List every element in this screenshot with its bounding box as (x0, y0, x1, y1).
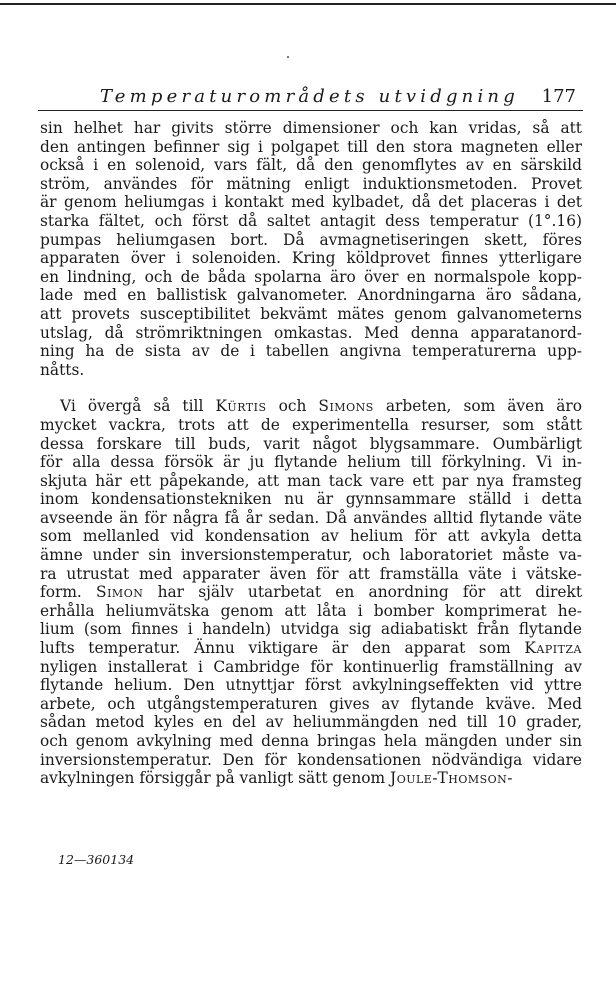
body-text (40, 119, 582, 788)
text-line: en lindning, och de båda spolarna äro över en normalspole kopp- (40, 267, 582, 286)
running-title: Temperaturområdets utvidgning (100, 86, 519, 107)
text-line: starka fältet, och först då saltet antagit dess temperatur (1°.16) (40, 211, 582, 230)
text-line: utslag, då strömriktningen omkastas. Med denna apparatanord- (40, 323, 582, 342)
text-line: arbete, och utgångstemperaturen gives av flytande kväve. Med (40, 694, 582, 713)
text-line: avkylningen försiggår på vanligt sätt genom Joule-Thomson- (40, 769, 514, 788)
text-line: nyligen installerat i Cambridge för kontinuerlig framställning av (40, 657, 582, 676)
text-line: ström, användes för mätning enligt induktionsmetoden. Provet (40, 174, 582, 193)
text-line: sådan metod kyles en del av heliummängden ned till 10 grader, (40, 713, 582, 732)
text-line: pumpas heliumgasen bort. Då avmagnetiseringen skett, föres (40, 230, 582, 249)
text-line: nåtts. (40, 360, 85, 379)
text-line: mycket vackra, trots att de experimentella resurser, som stått (40, 415, 582, 434)
text-line: som mellanled vid kondensation av helium för att avkyla detta (40, 527, 582, 546)
author-name: Simon (96, 583, 144, 602)
text-line: är genom heliumgas i kontakt med kylbadet, då det placeras i det (40, 193, 582, 212)
text-line: för alla dessa försök är ju flytande helium till förkylning. Vi in- (40, 453, 582, 472)
text-line: också i en solenoid, vars fält, då den genomflytes av en särskild (40, 156, 582, 175)
text-line: skjuta här ett påpekande, att man tack vare ett par nya framsteg (40, 471, 582, 490)
author-name: Simons (318, 397, 374, 416)
text-line: lade med en ballistisk galvanometer. Anordningarna äro sådana, (40, 286, 582, 305)
text-line: form. Simon har själv utarbetat en anordning för att direkt (40, 583, 583, 602)
text-line: dessa forskare till buds, varit något blygsammare. Oumbärligt (40, 434, 582, 453)
text-line: ämne under sin inversionstemperatur, och laboratoriet måste va- (40, 546, 582, 565)
text-line: lium (som finnes i handeln) utvidga sig adiabatiskt från flytande (40, 620, 582, 639)
text-line: ning ha de sista av de i tabellen angivna temperaturerna upp- (40, 342, 582, 361)
text-line: flytande helium. Den utnyttjar först avkylningseffekten vid yttre (40, 676, 582, 695)
paragraph (40, 397, 582, 787)
text-line: avseende än för några få år sedan. Då användes alltid flytande väte (40, 508, 582, 527)
text-line: inversionstemperatur. Den för kondensationen nödvändiga vidare (40, 750, 582, 769)
text-line: sin helhet har givits större dimensioner och kan vridas, så att (40, 119, 582, 137)
page-number: 177 (541, 86, 576, 107)
text-line: inom kondensationstekniken nu är gynnsammare ställd i detta (40, 490, 582, 509)
text-line: erhålla heliumvätska genom att låta i bomber komprimerat he- (40, 601, 582, 620)
author-name: Kürtis (215, 397, 267, 416)
text-line: lufts temperatur. Ännu viktigare är den apparat som Kapitza (40, 639, 582, 658)
printer-signature: 12—360134 (58, 852, 135, 867)
author-name: Kapitza (524, 639, 582, 658)
author-name: Joule-Thomson- (390, 769, 514, 788)
text-line: och genom avkylning med denna bringas hela mängden under sin (40, 732, 582, 750)
text-line: Vi övergå så till Kürtis och Simons arbeten, som även äro (60, 397, 582, 416)
text-line: den antingen befinner sig i polgapet till den stora magneten eller (40, 137, 582, 156)
text-line: att provets susceptibilitet bekvämt mätes genom galvanometerns (40, 304, 582, 323)
running-header (40, 86, 582, 110)
text-line: ra utrustat med apparater även för att framställa väte i vätske- (40, 564, 582, 583)
header-rule (38, 110, 583, 111)
paragraph (40, 119, 582, 379)
text-line: apparaten över i solenoiden. Kring köldprovet finnes ytterligare (40, 249, 582, 268)
top-border-rule (0, 3, 616, 5)
scan-speck (287, 56, 289, 58)
